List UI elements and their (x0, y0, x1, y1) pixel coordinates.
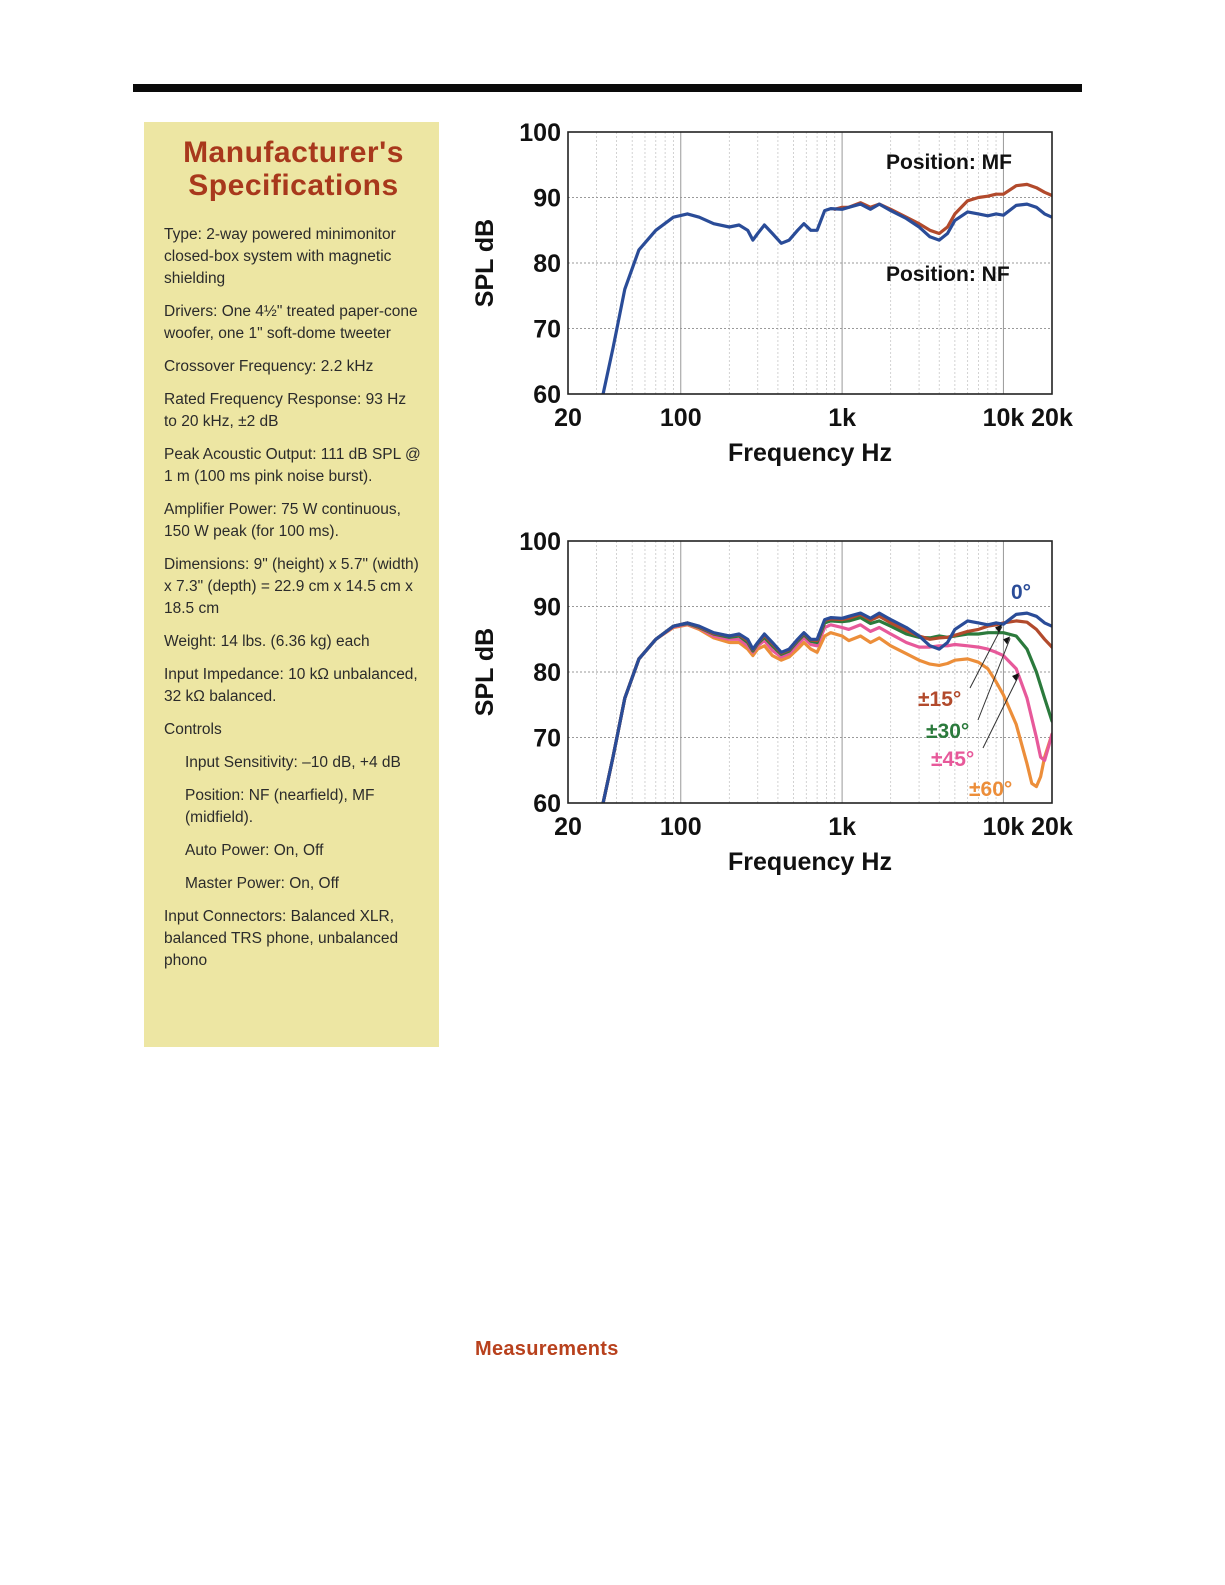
y-tick-label: 80 (533, 250, 561, 278)
series-legend-label: ±15° (918, 688, 962, 711)
spec-item: Dimensions: 9" (height) x 5.7" (width) x 7.3" (depth) = 22.9 cm x 14.5 cm x 18.5 cm (164, 556, 419, 617)
y-tick-label: 90 (533, 184, 561, 213)
specifications-title-line-1: Manufacturer's (183, 136, 404, 169)
spec-item: Amplifier Power: 75 W continuous, 150 W peak (for 100 ms). (164, 501, 401, 540)
series-legend-label: 0° (1011, 581, 1032, 604)
x-tick-label: 1k (828, 813, 857, 841)
x-tick-label: 100 (659, 404, 702, 432)
spec-item: Position: NF (nearfield), MF (midfield). (185, 787, 375, 826)
spec-item: Controls (164, 721, 222, 738)
spec-item: Input Impedance: 10 kΩ unbalanced, 32 kΩ balanced. (164, 666, 418, 705)
y-tick-label: 70 (533, 315, 561, 344)
x-tick-label: 20 (554, 404, 582, 432)
y-tick-label: 60 (533, 790, 561, 818)
y-tick-label: 90 (533, 593, 561, 622)
specifications-sidebar (144, 122, 439, 1047)
series-legend-label: ±30° (926, 720, 970, 743)
y-axis-label: SPL dB (471, 627, 499, 717)
x-tick-label: 20k (1031, 404, 1073, 432)
y-axis-label: SPL dB (471, 218, 499, 308)
x-tick-label: 1k (828, 404, 857, 432)
x-tick-label: 100 (659, 813, 702, 841)
spec-item: Input Sensitivity: –10 dB, +4 dB (185, 754, 401, 771)
y-tick-label: 100 (519, 528, 561, 556)
frequency-response-position-chart (470, 118, 1090, 478)
position-chart-svg (470, 118, 1090, 478)
x-axis-label: Frequency Hz (728, 848, 892, 876)
specifications-title-line-2: Specifications (188, 169, 399, 202)
spec-item: Crossover Frequency: 2.2 kHz (164, 358, 374, 375)
spec-item: Rated Frequency Response: 93 Hz to 20 kHz, ±2 dB (164, 391, 407, 430)
x-tick-label: 20k (1031, 813, 1073, 841)
series-legend-label: ±60° (969, 778, 1013, 801)
position-annotation: Position: MF (886, 151, 1012, 174)
y-tick-label: 70 (533, 724, 561, 753)
series-legend-label: ±45° (931, 748, 975, 771)
position-annotation: Position: NF (886, 263, 1010, 286)
spec-item: Weight: 14 lbs. (6.36 kg) each (164, 633, 370, 650)
spec-item: Type: 2-way powered minimonitor closed-box system with magnetic shielding (164, 226, 396, 287)
spec-item: Master Power: On, Off (185, 875, 339, 892)
specifications-list (164, 224, 423, 972)
spec-item: Auto Power: On, Off (185, 842, 324, 859)
off-axis-chart-svg (470, 527, 1090, 887)
measurements-heading: Measurements (475, 1338, 619, 1360)
off-axis-response-chart (470, 527, 1090, 887)
specifications-title (164, 136, 423, 202)
x-tick-label: 10k (982, 404, 1025, 432)
y-tick-label: 60 (533, 381, 561, 409)
top-rule (133, 84, 1082, 92)
spec-item: Input Connectors: Balanced XLR, balanced TRS phone, unbalanced phono (164, 908, 399, 969)
spec-item: Drivers: One 4½" treated paper-cone woofer, one 1" soft-dome tweeter (164, 303, 418, 342)
spec-item: Peak Acoustic Output: 111 dB SPL @ 1 m (100 ms pink noise burst). (164, 446, 421, 485)
y-tick-label: 80 (533, 659, 561, 687)
y-tick-label: 100 (519, 119, 561, 147)
x-axis-label: Frequency Hz (728, 439, 892, 467)
x-tick-label: 10k (982, 813, 1025, 841)
x-tick-label: 20 (554, 813, 582, 841)
